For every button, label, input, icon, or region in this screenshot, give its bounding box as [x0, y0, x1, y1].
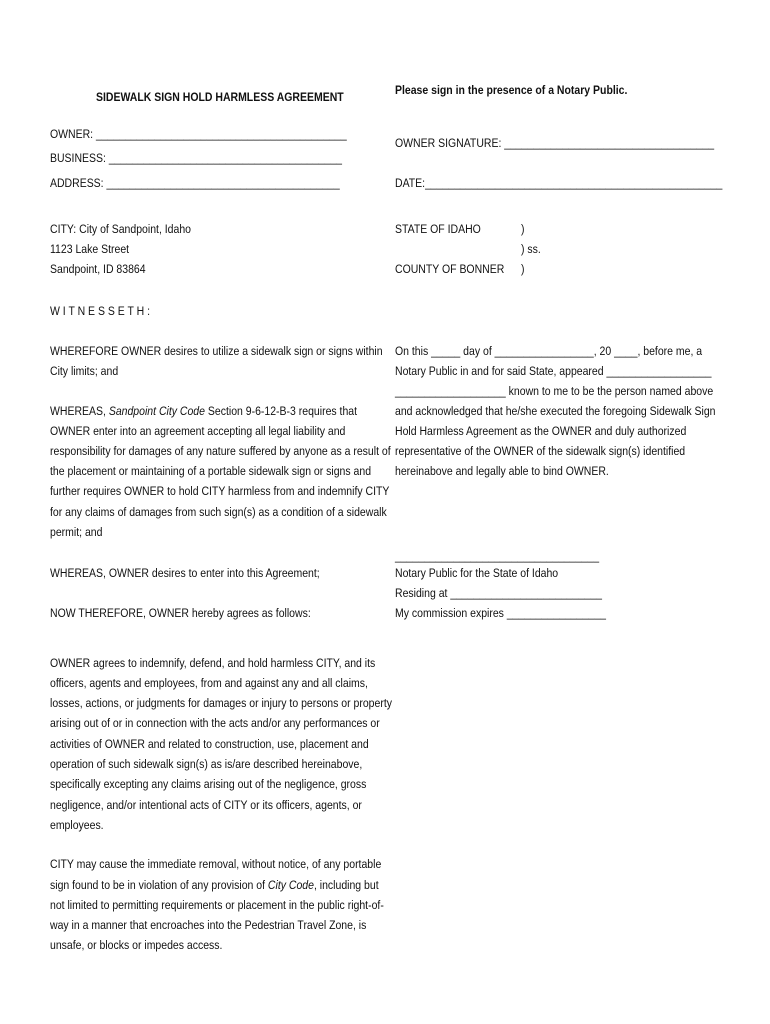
county-label: COUNTY OF BONNER: [395, 262, 505, 276]
wherefore-line: City limits; and: [50, 364, 119, 378]
indemnify-line: officers, agents and employees, from and against any and all claims,: [50, 676, 368, 690]
indemnify-line: operation of such sidewalk sign(s) as is/are described hereinabove,: [50, 757, 363, 771]
notary-label: Notary Public for the State of Idaho: [395, 566, 559, 580]
acknowledgment-line: On this _____ day of _________________, 20 ____, before me, a: [395, 344, 703, 358]
removal-text: , including but: [313, 878, 379, 892]
notary-signature-line[interactable]: ___________________________________: [395, 549, 600, 563]
city-code-italic: City Code: [267, 878, 314, 892]
indemnify-line: OWNER agrees to indemnify, defend, and hold harmless CITY, and its: [50, 656, 376, 670]
indemnify-line: arising out of or in connection with the acts and/or any performances or: [50, 716, 380, 730]
removal-line: CITY may cause the immediate removal, without notice, of any portable: [50, 857, 382, 871]
whereas-line: the placement or maintaining of a portable sidewalk sign or signs and: [50, 464, 372, 478]
acknowledgment-line: Hold Harmless Agreement as the OWNER and duly authorized: [395, 424, 687, 438]
state-paren: ): [521, 222, 525, 236]
owner-signature-field[interactable]: OWNER SIGNATURE: ____________________________________: [395, 136, 715, 150]
indemnify-line: negligence, and/or intentional acts of CITY or its officers, agents, or: [50, 798, 362, 812]
whereas-line: OWNER enter into an agreement accepting all legal liability and: [50, 424, 346, 438]
acknowledgment-line: ___________________ known to me to be the person named above: [395, 384, 714, 398]
indemnify-line: specifically excepting any claims arising out of the negligence, gross: [50, 777, 367, 791]
whereas-line: further requires OWNER to hold CITY harmless from and indemnify CITY: [50, 484, 390, 498]
acknowledgment-line: and acknowledged that he/she executed the foregoing Sidewalk Sign: [395, 404, 716, 418]
whereas-line: permit; and: [50, 525, 103, 539]
removal-line: not limited to permitting requirements or placement in the public right-of-: [50, 898, 384, 912]
acknowledgment-line: representative of the OWNER of the sidewalk sign(s) identified: [395, 444, 686, 458]
city-code-reference: Sandpoint City Code: [108, 404, 205, 418]
indemnify-line: activities of OWNER and related to construction, use, placement and: [50, 737, 369, 751]
whereas-section: Section 9-6-12-B-3 requires that: [204, 404, 358, 418]
notary-instruction: Please sign in the presence of a Notary Public.: [395, 83, 628, 97]
address-field[interactable]: ADDRESS: ________________________________________: [50, 176, 340, 190]
state-label: STATE OF IDAHO: [395, 222, 481, 236]
city-name: CITY: City of Sandpoint, Idaho: [50, 222, 191, 236]
removal-line: unsafe, or blocks or impedes access.: [50, 938, 223, 952]
whereas-code-line: [50, 401, 357, 421]
indemnify-line: losses, actions, or judgments for damages or injury to persons or property: [50, 696, 392, 710]
removal-text: sign found to be in violation of any provision of: [50, 878, 268, 892]
county-paren: ): [521, 262, 525, 276]
wherefore-line: WHEREFORE OWNER desires to utilize a sidewalk sign or signs within: [50, 344, 383, 358]
business-field[interactable]: BUSINESS: ________________________________________: [50, 151, 342, 165]
city-zip: Sandpoint, ID 83864: [50, 262, 146, 276]
whereas-lead: WHEREAS,: [50, 404, 109, 418]
acknowledgment-line: Notary Public in and for said State, appeared __________________: [395, 364, 712, 378]
agreement-title: SIDEWALK SIGN HOLD HARMLESS AGREEMENT: [96, 90, 344, 104]
owner-field[interactable]: OWNER: ___________________________________________: [50, 127, 347, 141]
removal-line: way in a manner that encroaches into the Pedestrian Travel Zone, is: [50, 918, 367, 932]
ss-label: ) ss.: [521, 242, 541, 256]
witnesseth-heading: W I T N E S S E T H :: [50, 304, 150, 318]
whereas-line: responsibility for damages of any nature suffered by anyone as a result of: [50, 444, 391, 458]
acknowledgment-line: hereinabove and legally able to bind OWNER.: [395, 464, 609, 478]
whereas-line: for any claims of damages from such sign(s) as a condition of a sidewalk: [50, 505, 387, 519]
whereas-agreement-line: WHEREAS, OWNER desires to enter into this Agreement;: [50, 566, 320, 580]
city-street: 1123 Lake Street: [50, 242, 130, 256]
removal-code-line: [50, 875, 379, 895]
commission-field[interactable]: My commission expires _________________: [395, 606, 606, 620]
date-field[interactable]: DATE:___________________________________________________: [395, 176, 723, 190]
residing-field[interactable]: Residing at __________________________: [395, 586, 602, 600]
now-therefore-line: NOW THEREFORE, OWNER hereby agrees as follows:: [50, 606, 311, 620]
indemnify-line: employees.: [50, 818, 104, 832]
